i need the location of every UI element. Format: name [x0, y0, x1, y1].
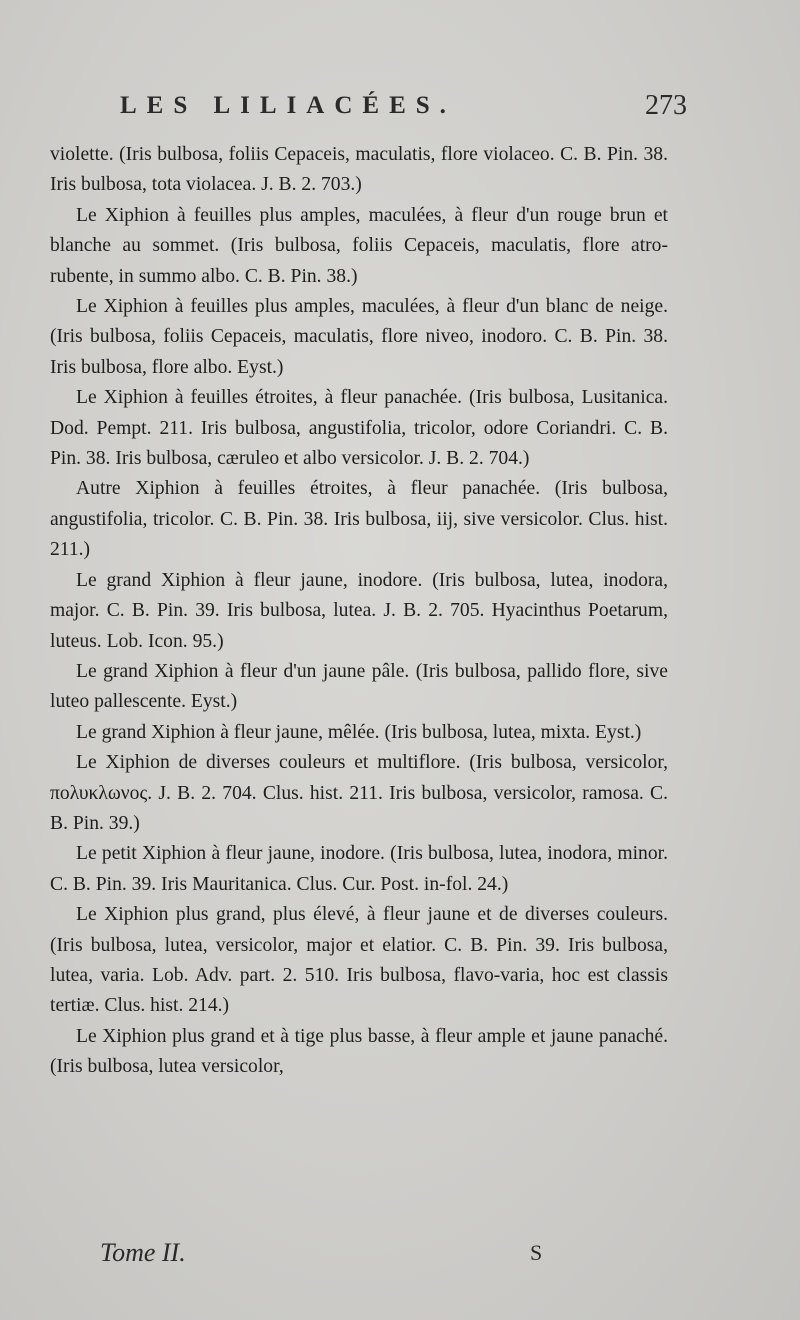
signature-mark: S: [530, 1240, 543, 1265]
paragraph-continued: violette. (Iris bulbosa, foliis Cepaceis, maculatis, flore violaceo. C. B. Pin. 38. Iris bulbosa, tota violacea. J. B. 2. 703.): [50, 144, 668, 196]
paragraph: Le Xiphion à feuilles étroites, à fleur panachée. (Iris bulbosa, Lusitanica. Dod. Pempt. 211. Iris bulbosa, angustifolia, tricolor, odore Coriandri. C. B. Pin. 38. Iris bulbosa, cæruleo et albo versicolor. J. B. 2. 704.): [50, 387, 668, 470]
paragraph: Le Xiphion à feuilles plus amples, maculées, à fleur d'un rouge brun et blanche au sommet. (Iris bulbosa, foliis Cepaceis, maculatis, flore atro-rubente, in summo albo. C. B. Pin. 38.): [50, 204, 668, 287]
page-header: [112, 90, 687, 130]
volume-label: Tome II.: [100, 1238, 186, 1267]
paragraph: Le Xiphion plus grand et à tige plus basse, à fleur ample et jaune panaché. (Iris bulbosa, lutea versicolor,: [50, 1025, 668, 1078]
paragraph: Le petit Xiphion à fleur jaune, inodore. (Iris bulbosa, lutea, inodora, minor. C. B. Pin. 39. Iris Mauritanica. Clus. Cur. Post. in-fol. 24.): [50, 843, 668, 895]
paragraph: Le Xiphion à feuilles plus amples, maculées, à fleur d'un blanc de neige. (Iris bulbosa, foliis Cepaceis, maculatis, flore niveo, inodoro. C. B. Pin. 38. Iris bulbosa, flore albo. Eyst.): [50, 296, 668, 378]
page-number: 273: [645, 90, 687, 121]
page-body: [50, 140, 668, 1083]
paragraph: Le grand Xiphion à fleur jaune, inodore. (Iris bulbosa, lutea, inodora, major. C. B. Pin. 39. Iris bulbosa, lutea. J. B. 2. 705. Hyacinthus Poetarum, luteus. Lob. Icon. 95.): [50, 569, 668, 652]
paragraph: Le Xiphion de diverses couleurs et multiflore. (Iris bulbosa, versicolor, πολυκλωνος. J. B. 2. 704. Clus. hist. 211. Iris bulbosa, versicolor, ramosa. C. B. Pin. 39.): [50, 752, 668, 834]
paragraph: Le grand Xiphion à fleur jaune, mêlée. (Iris bulbosa, lutea, mixta. Eyst.): [76, 721, 642, 743]
running-title: LES LILIACÉES.: [120, 92, 456, 119]
paragraph: Le Xiphion plus grand, plus élevé, à fleur jaune et de diverses couleurs. (Iris bulbosa, lutea, versicolor, major et elatior. C. B. Pin. 39. Iris bulbosa, lutea, varia. Lob. Adv. part. 2. 510. Iris bulbosa, flavo-varia, hoc est classis tertiæ. Clus. hist. 214.): [50, 904, 668, 1017]
page-footer: [100, 1238, 560, 1278]
paragraph: Autre Xiphion à feuilles étroites, à fleur panachée. (Iris bulbosa, angustifolia, tricolor. C. B. Pin. 38. Iris bulbosa, iij, sive versicolor. Clus. hist. 211.): [50, 478, 668, 561]
paragraph: Le grand Xiphion à fleur d'un jaune pâle. (Iris bulbosa, pallido flore, sive luteo pallescente. Eyst.): [50, 660, 668, 713]
